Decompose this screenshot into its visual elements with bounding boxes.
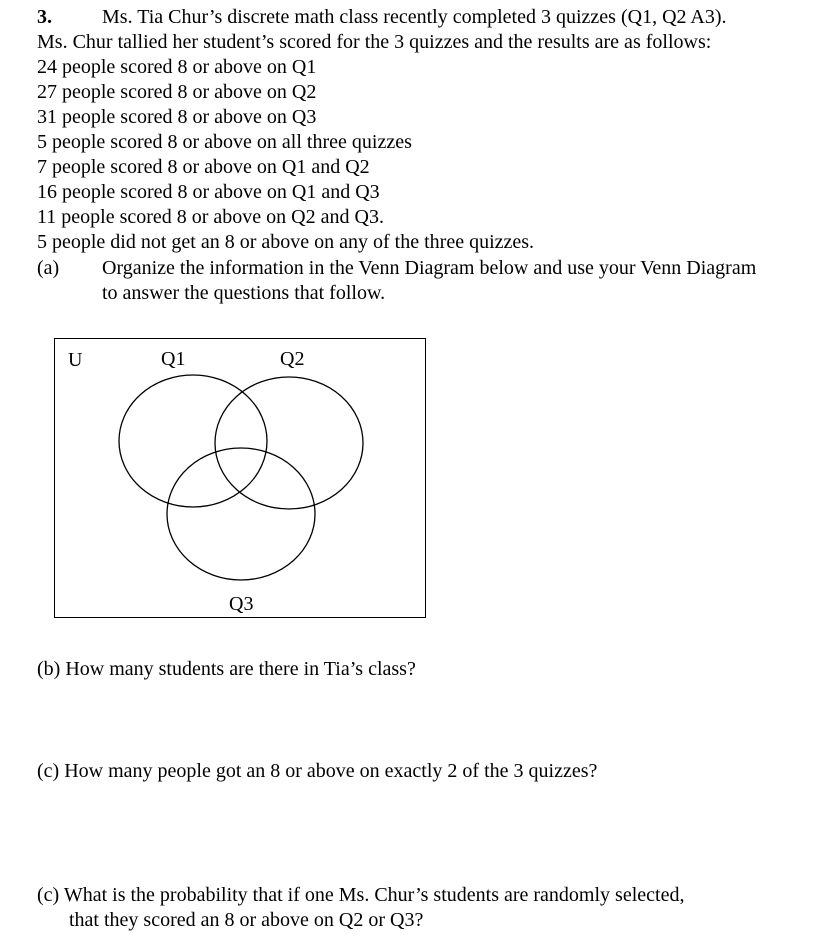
- part-a-text-line-2: to answer the questions that follow.: [102, 282, 386, 304]
- fact-item: 24 people scored 8 or above on Q1: [37, 56, 317, 78]
- fact-item: 31 people scored 8 or above on Q3: [37, 106, 317, 128]
- q2-label: Q2: [280, 348, 305, 370]
- question-c-exactly-two: (c) How many people got an 8 or above on exactly 2 of the 3 quizzes?: [37, 760, 598, 782]
- q3-circle: [167, 448, 315, 580]
- q1-circle: [119, 375, 267, 507]
- fact-item: 5 people did not get an 8 or above on any of the three quizzes.: [37, 231, 535, 253]
- fact-item: 11 people scored 8 or above on Q2 and Q3.: [37, 206, 384, 228]
- q1-label: Q1: [161, 348, 186, 370]
- venn-circles: [55, 339, 427, 619]
- question-c-probability-line-1: (c) What is the probability that if one Ms. Chur’s students are randomly selected,: [37, 884, 685, 906]
- fact-item: 5 people scored 8 or above on all three quizzes: [37, 131, 412, 153]
- problem-number: 3.: [37, 6, 52, 28]
- fact-item: 7 people scored 8 or above on Q1 and Q2: [37, 156, 370, 178]
- q3-label: Q3: [229, 593, 254, 615]
- universe-label: U: [68, 349, 83, 371]
- q2-circle: [215, 377, 363, 509]
- fact-item: 27 people scored 8 or above on Q2: [37, 81, 317, 103]
- venn-diagram: [54, 338, 426, 618]
- intro-line-2: Ms. Chur tallied her student’s scored for the 3 quizzes and the results are as follows:: [37, 31, 712, 53]
- fact-item: 16 people scored 8 or above on Q1 and Q3: [37, 181, 380, 203]
- question-c-probability-line-2: that they scored an 8 or above on Q2 or Q3?: [69, 909, 424, 931]
- part-a-text-line-1: Organize the information in the Venn Diagram below and use your Venn Diagram: [102, 257, 757, 279]
- part-a-label: (a): [37, 257, 60, 279]
- intro-line-1: Ms. Tia Chur’s discrete math class recently completed 3 quizzes (Q1, Q2 A3).: [102, 6, 727, 28]
- question-b: (b) How many students are there in Tia’s class?: [37, 658, 416, 680]
